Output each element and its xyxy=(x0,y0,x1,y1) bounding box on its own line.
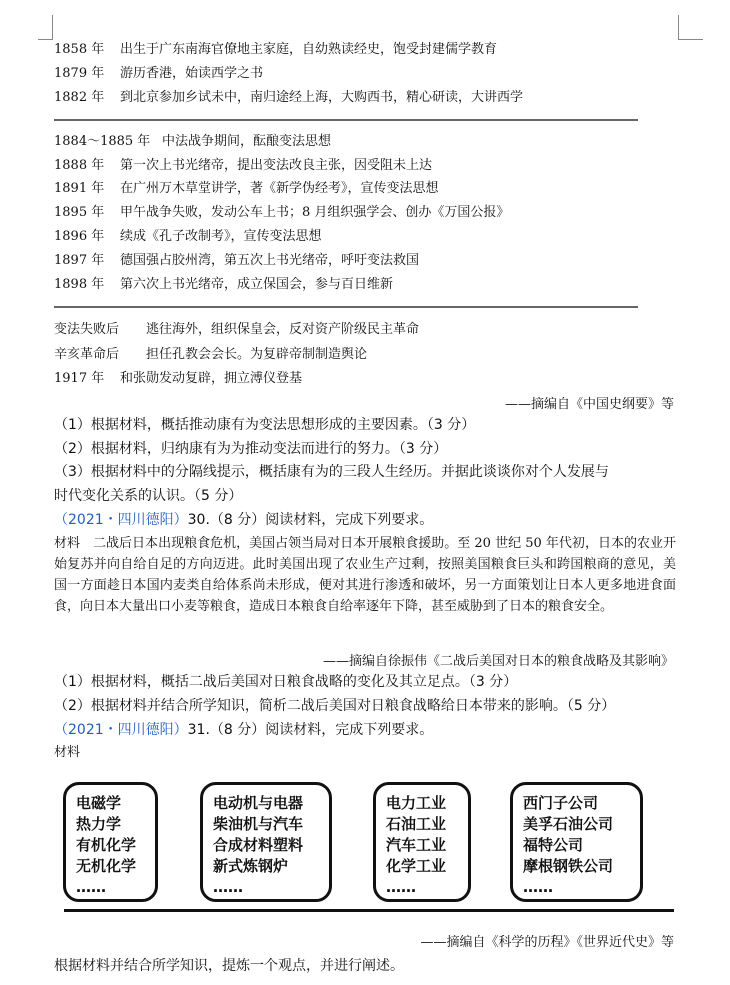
timeline-year: 1884～1885 年 xyxy=(54,134,151,149)
source-citation: ——摘编自《科学的历程》《世界近代史》等 xyxy=(420,935,674,950)
box-item: …… xyxy=(386,878,416,896)
material-label: 材料 xyxy=(54,745,81,760)
timeline-entry xyxy=(54,157,432,175)
final-question: 根据材料并结合所学知识，提炼一个观点，并进行阐述。 xyxy=(54,958,404,974)
box-item: …… xyxy=(213,878,243,896)
question-item: （1）根据材料，概括二战后美国对日粮食战略的变化及其立足点。（3 分） xyxy=(54,674,518,690)
timeline-text: 游历香港，始读西学之书 xyxy=(120,66,264,81)
crop-mark-top-left xyxy=(38,15,53,40)
timeline-text: 第六次上书光绪帝，成立保国会，参与百日维新 xyxy=(120,277,394,292)
timeline-text: 到北京参加乡试未中，南归途经上海，大购西书，精心研读，大讲西学 xyxy=(120,90,524,105)
box-item: 新式炼钢炉 xyxy=(213,857,289,875)
box-item: 合成材料塑料 xyxy=(213,836,304,854)
material-paragraph: 材料 二战后日本出现粮食危机，美国占领当局对日本开展粮食援助。至 20 世纪 50 年代初，日本的农业开始复苏并向自给自足的方向迈进。此时美国出现了农业生产过剩，按照美国粮食巨头和跨国粮商的意见，美国一方面趁日本国内麦类自给体系尚未形成，便对其进行渗透和破坏，另一方面策划让日本人更多地进食面食，向日本大量出口小麦等粮食，造成日本粮食自给率逐年下降，甚至威胁到了日本的粮食安全。 xyxy=(54,536,676,614)
timeline-year: 1917 年 xyxy=(54,371,105,386)
timeline-entry xyxy=(54,89,523,107)
question-heading xyxy=(54,720,433,740)
box-item: …… xyxy=(76,878,106,896)
timeline-entry xyxy=(54,276,393,294)
box-item: 化学工业 xyxy=(386,857,447,875)
timeline-entry xyxy=(54,41,497,59)
timeline-year: 1891 年 xyxy=(54,181,105,196)
timeline-text: 在广州万木草堂讲学，著《新学伪经考》，宣传变法思想 xyxy=(120,181,439,196)
box-item: 电动机与电器 xyxy=(213,794,304,812)
source-tag: （2021・四川德阳） xyxy=(54,722,188,738)
question-heading-text: 31.（8 分）阅读材料，完成下列要求。 xyxy=(187,722,434,738)
source-citation: ——摘编自《中国史纲要》等 xyxy=(504,397,674,412)
box-item: 电磁学 xyxy=(76,794,122,812)
question-heading xyxy=(54,510,433,530)
concept-box-science xyxy=(63,782,158,902)
box-item: 柴油机与汽车 xyxy=(213,815,304,833)
timeline-year: 变法失败后 xyxy=(54,322,120,337)
timeline-text: 担任孔教会会长。为复辟帝制制造舆论 xyxy=(146,347,368,362)
timeline-year: 1879 年 xyxy=(54,66,105,81)
timeline-text: 德国强占胶州湾，第五次上书光绪帝，呼吁变法救国 xyxy=(120,253,420,268)
timeline-year: 1898 年 xyxy=(54,277,105,292)
question-item: （2）根据材料并结合所学知识，简析二战后美国对日粮食战略给日本带来的影响。（5 分） xyxy=(54,698,616,714)
concept-box-industry xyxy=(373,782,471,902)
concept-box-companies xyxy=(510,782,643,902)
box-item: 电力工业 xyxy=(386,794,447,812)
timeline-year: 1897 年 xyxy=(54,253,105,268)
timeline-text: 逃往海外，组织保皇会，反对资产阶级民主革命 xyxy=(146,322,420,337)
timeline-year: 1896 年 xyxy=(54,229,105,244)
box-item: 西门子公司 xyxy=(523,794,599,812)
timeline-year: 辛亥革命后 xyxy=(54,347,120,362)
source-citation: ——摘编自徐振伟《二战后美国对日本的粮食战略及其影响》 xyxy=(322,654,674,669)
crop-mark-top-right xyxy=(678,15,703,40)
timeline-entry xyxy=(54,321,419,339)
box-item: 摩根钢铁公司 xyxy=(523,857,614,875)
box-item: 无机化学 xyxy=(76,857,137,875)
question-item: （2）根据材料，归纳康有为为推动变法而进行的努力。（3 分） xyxy=(54,441,448,457)
timeline-entry xyxy=(54,252,419,270)
box-item: 石油工业 xyxy=(386,815,447,833)
timeline-text: 中法战争期间，酝酿变法思想 xyxy=(162,134,332,149)
timeline-year: 1882 年 xyxy=(54,90,105,105)
timeline-year: 1888 年 xyxy=(54,158,105,173)
box-item: 有机化学 xyxy=(76,836,137,854)
timeline-year: 1858 年 xyxy=(54,42,105,57)
timeline-entry xyxy=(54,180,439,198)
box-item: …… xyxy=(523,878,553,896)
box-item: 热力学 xyxy=(76,815,122,833)
question-heading-text: 30.（8 分）阅读材料，完成下列要求。 xyxy=(187,512,434,528)
timeline-text: 甲午战争失败，发动公车上书；8 月组织强学会、创办《万国公报》 xyxy=(120,205,510,220)
timeline-year: 1895 年 xyxy=(54,205,105,220)
timeline-entry xyxy=(54,228,322,246)
timeline-text: 续成《孔子改制考》，宣传变法思想 xyxy=(120,229,322,244)
timeline-entry xyxy=(54,65,263,83)
timeline-entry xyxy=(54,370,302,388)
box-item: 美孚石油公司 xyxy=(523,815,614,833)
question-item: （1）根据材料，概括推动康有为变法思想形成的主要因素。（3 分） xyxy=(54,417,476,433)
divider-line xyxy=(54,119,638,121)
timeline-text: 第一次上书光绪帝，提出变法改良主张，因受阻未上达 xyxy=(120,158,433,173)
divider-line xyxy=(54,306,638,308)
question-item: 时代变化关系的认识。（5 分） xyxy=(54,488,243,504)
concept-box-technology xyxy=(200,782,332,902)
timeline-entry xyxy=(54,133,331,151)
diagram-baseline xyxy=(64,909,674,912)
source-tag: （2021・四川德阳） xyxy=(54,512,188,528)
timeline-entry xyxy=(54,346,367,364)
box-item: 汽车工业 xyxy=(386,836,447,854)
question-item: （3）根据材料中的分隔线提示，概括康有为的三段人生经历。并据此谈谈你对个人发展与 xyxy=(54,464,609,480)
timeline-text: 出生于广东南海官僚地主家庭，自幼熟读经史，饱受封建儒学教育 xyxy=(120,42,498,57)
timeline-text: 和张勋发动复辟，拥立溥仪登基 xyxy=(120,371,303,386)
timeline-entry xyxy=(54,204,509,222)
box-item: 福特公司 xyxy=(523,836,584,854)
